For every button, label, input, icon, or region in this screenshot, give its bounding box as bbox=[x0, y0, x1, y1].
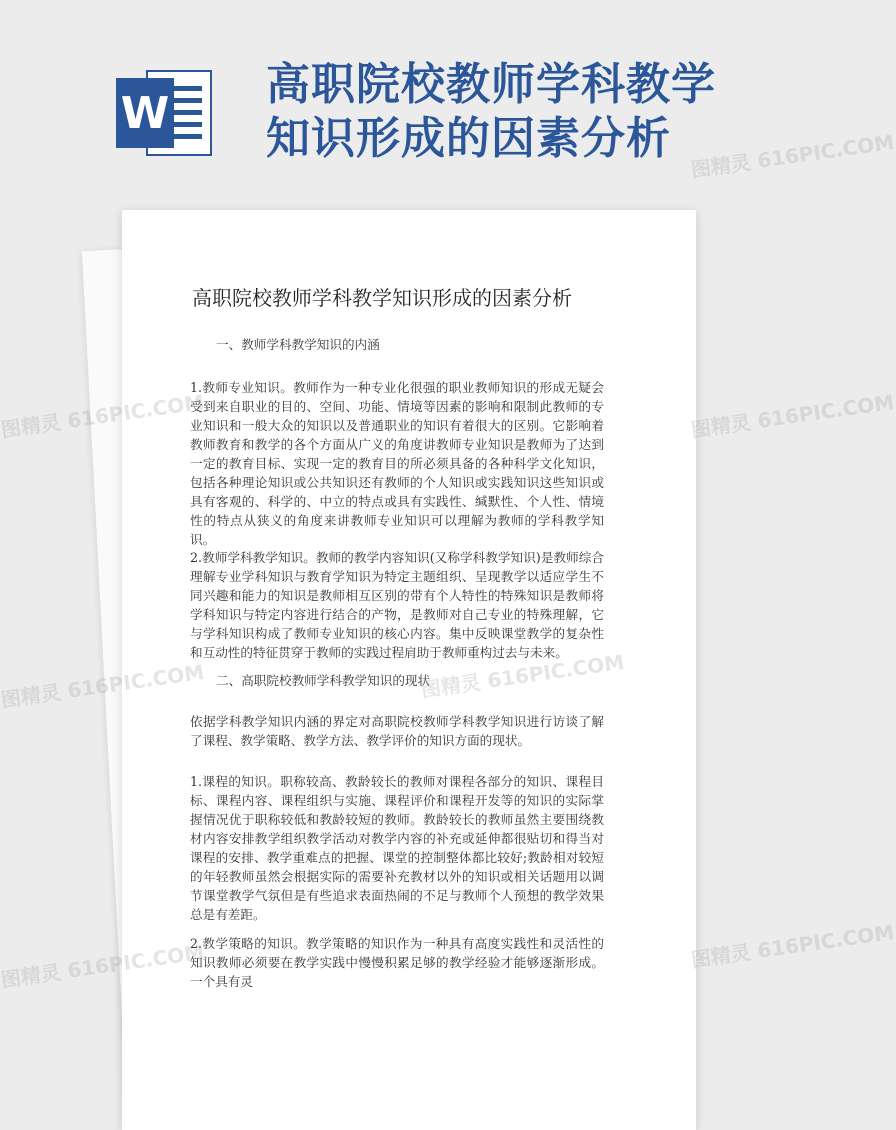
watermark: 图精灵 616PIC.COM bbox=[0, 389, 206, 443]
watermark: 图精灵 616PIC.COM bbox=[0, 939, 206, 993]
paragraph-1: 1.教师专业知识。教师作为一种专业化很强的职业教师知识的形成无疑会受到来自职业的目的、空间、功能、情境等因素的影响和限制此教师的专业知识和一般大众的知识以及普通职业的知识有着很大的区别。它影响着教师教育和教学的各个方面从广义的角度讲教师专业知识是教师为了达到一定的教育目标、实现一定的教育目的所必须具备的各种科学文化知识，包括各种理论知识或公共知识还有教师的个人知识或实践知识这些知识或具有客观的、科学的、中立的特点或具有实践性、缄默性、个人性、情境性的特点从狭义的角度来讲教师专业知识可以理解为教师的学科教学知识。 bbox=[190, 380, 604, 547]
word-w-badge: W bbox=[116, 78, 174, 148]
section-heading-2: 二、高职院校教师学科教学知识的现状 bbox=[216, 673, 431, 688]
watermark: 图精灵 616PIC.COM bbox=[689, 389, 896, 443]
watermark: 图精灵 616PIC.COM bbox=[419, 649, 626, 703]
section-heading-1: 一、教师学科教学知识的内涵 bbox=[216, 337, 380, 352]
banner-title: 高职院校教师学科教学知识形成的因素分析 bbox=[266, 59, 716, 164]
document-title: 高职院校教师学科教学知识形成的因素分析 bbox=[192, 286, 572, 310]
paragraph-3: 依据学科教学知识内涵的界定对高职院校教师学科教学知识进行访谈了解了课程、教学策略、教学方法、教学评价的知识方面的现状。 bbox=[190, 714, 604, 748]
watermark: 图精灵 616PIC.COM bbox=[689, 129, 896, 183]
document-page bbox=[122, 210, 696, 1130]
paragraph-5: 2.教学策略的知识。教学策略的知识作为一种具有高度实践性和灵活性的知识教师必须要在教学实践中慢慢积累足够的教学经验才能够逐渐形成。一个具有灵 bbox=[190, 936, 604, 989]
word-document-icon bbox=[116, 70, 216, 156]
text-line bbox=[172, 86, 202, 91]
text-line bbox=[172, 98, 202, 103]
text-line bbox=[172, 134, 202, 139]
paragraph-2: 2.教师学科教学知识。教师的教学内容知识(又称学科教学知识)是教师综合理解专业学科知识与教育学知识为特定主题组织、呈现教学以适应学生不同兴趣和能力的知识是教师相互区别的带有个人特性的特殊知识是教师将学科知识与特定内容进行结合的产物，是教师对自己专业的特殊理解，它与学科知识构成了教师专业知识的核心内容。集中反映课堂教学的复杂性和互动性的特征贯穿于教师的实践过程肩助于教师重构过去与未来。 bbox=[190, 550, 604, 660]
text-line bbox=[172, 122, 202, 127]
watermark: 图精灵 616PIC.COM bbox=[0, 659, 206, 713]
text-line bbox=[172, 110, 202, 115]
paragraph-4: 1.课程的知识。职称较高、教龄较长的教师对课程各部分的知识、课程目标、课程内容、课程组织与实施、课程评价和课程开发等的知识的实际掌握情况优于职称较低和教龄较短的教师。教龄较长的教师虽然主要围绕教材内容安排教学组织教学活动对教学内容的补充或延伸都很贴切和得当对课程的安排、教学重难点的把握、课堂的控制整体都比较好;教龄相对较短的年轻教师虽然会根据实际的需要补充教材以外的知识或相关话题用以调节课堂教学气氛但是有些追求表面热闹的不足与教师个人预想的教学效果总是有差距。 bbox=[190, 774, 604, 922]
watermark: 图精灵 616PIC.COM bbox=[689, 919, 896, 973]
